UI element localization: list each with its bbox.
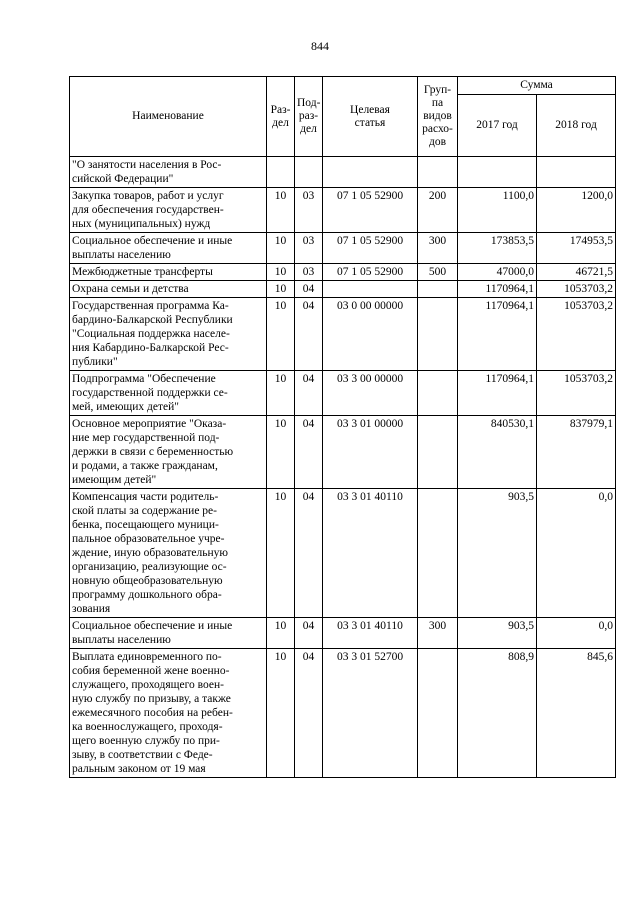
cell-2017: 1170964,1 bbox=[458, 298, 537, 371]
cell-article bbox=[323, 281, 418, 298]
cell-name: Закупка товаров, работ и услуг для обеспечения государствен- ных (муниципальных) нужд bbox=[70, 188, 267, 233]
cell-2018: 837979,1 bbox=[537, 416, 616, 489]
cell-section: 10 bbox=[267, 371, 295, 416]
header-name-label: Наименование bbox=[132, 110, 204, 122]
cell-section: 10 bbox=[267, 233, 295, 264]
cell-2018: 1053703,2 bbox=[537, 298, 616, 371]
cell-2018: 1200,0 bbox=[537, 188, 616, 233]
cell-2017: 808,9 bbox=[458, 649, 537, 778]
cell-section: 10 bbox=[267, 264, 295, 281]
cell-subsection: 04 bbox=[295, 371, 323, 416]
cell-name: Межбюджетные трансферты bbox=[70, 264, 267, 281]
cell-2017: 903,5 bbox=[458, 618, 537, 649]
cell-subsection: 04 bbox=[295, 618, 323, 649]
table-row bbox=[70, 618, 616, 649]
cell-article: 03 3 01 40110 bbox=[323, 489, 418, 618]
cell-section: 10 bbox=[267, 188, 295, 233]
table-header bbox=[70, 77, 616, 157]
cell-group bbox=[418, 489, 458, 618]
cell-article: 03 3 01 52700 bbox=[323, 649, 418, 778]
cell-group: 300 bbox=[418, 233, 458, 264]
cell-subsection: 03 bbox=[295, 233, 323, 264]
cell-name: Основное мероприятие "Оказа- ние мер государственной под- держки в связи с беременностью и родами, а также гражданам, имеющим детей" bbox=[70, 416, 267, 489]
cell-2018: 845,6 bbox=[537, 649, 616, 778]
cell-section: 10 bbox=[267, 298, 295, 371]
cell-subsection: 04 bbox=[295, 281, 323, 298]
cell-group bbox=[418, 649, 458, 778]
header-sum: Сумма bbox=[458, 77, 616, 95]
cell-section bbox=[267, 157, 295, 188]
cell-name: Выплата единовременного по- собия беременной жене военно- служащего, проходящего воен- ную службу по призыву, а также ежемесячного пособия на ребен- ка военнослужащего, проходя- щего военную службу по при- зыву, в соответствии с Феде- ральным законом от 19 мая bbox=[70, 649, 267, 778]
header-year-2018: 2018 год bbox=[537, 95, 616, 157]
table-row bbox=[70, 264, 616, 281]
cell-article: 07 1 05 52900 bbox=[323, 264, 418, 281]
cell-name: Подпрограмма "Обеспечение государственной поддержки се- мей, имеющих детей" bbox=[70, 371, 267, 416]
cell-2017 bbox=[458, 157, 537, 188]
cell-2017: 1100,0 bbox=[458, 188, 537, 233]
cell-article: 03 3 01 00000 bbox=[323, 416, 418, 489]
cell-article: 03 0 00 00000 bbox=[323, 298, 418, 371]
header-target-article: Целевая статья bbox=[323, 77, 418, 157]
cell-2017: 173853,5 bbox=[458, 233, 537, 264]
cell-2018: 1053703,2 bbox=[537, 281, 616, 298]
cell-subsection: 04 bbox=[295, 298, 323, 371]
cell-2017: 1170964,1 bbox=[458, 371, 537, 416]
cell-2018: 46721,5 bbox=[537, 264, 616, 281]
cell-2018: 174953,5 bbox=[537, 233, 616, 264]
cell-group bbox=[418, 416, 458, 489]
cell-2017: 840530,1 bbox=[458, 416, 537, 489]
header-section: Раз- дел bbox=[267, 77, 295, 157]
cell-section: 10 bbox=[267, 489, 295, 618]
cell-subsection: 04 bbox=[295, 416, 323, 489]
cell-2017: 47000,0 bbox=[458, 264, 537, 281]
table-row bbox=[70, 298, 616, 371]
cell-2018: 1053703,2 bbox=[537, 371, 616, 416]
cell-2018: 0,0 bbox=[537, 489, 616, 618]
cell-article: 03 3 01 40110 bbox=[323, 618, 418, 649]
cell-group: 300 bbox=[418, 618, 458, 649]
cell-article bbox=[323, 157, 418, 188]
cell-subsection: 03 bbox=[295, 264, 323, 281]
table-body bbox=[70, 157, 616, 778]
cell-section: 10 bbox=[267, 416, 295, 489]
cell-name: Социальное обеспечение и иные выплаты населению bbox=[70, 233, 267, 264]
table-row bbox=[70, 233, 616, 264]
page-number: 844 bbox=[311, 39, 329, 53]
cell-section: 10 bbox=[267, 281, 295, 298]
cell-name: Компенсация части родитель- ской платы за содержание ре- бенка, посещающего муници- пальное образовательное учре- ждение, иную образовательную организацию, реализующие ос- новную общеобразовательную программу дошкольного обра- зования bbox=[70, 489, 267, 618]
table-row bbox=[70, 371, 616, 416]
header-subsection: Под- раз- дел bbox=[295, 77, 323, 157]
cell-2018: 0,0 bbox=[537, 618, 616, 649]
table-row bbox=[70, 489, 616, 618]
budget-table bbox=[69, 76, 616, 778]
header-name bbox=[70, 77, 267, 157]
cell-article: 07 1 05 52900 bbox=[323, 188, 418, 233]
cell-2018 bbox=[537, 157, 616, 188]
header-year-2017: 2017 год bbox=[458, 95, 537, 157]
cell-group: 200 bbox=[418, 188, 458, 233]
table-row bbox=[70, 416, 616, 489]
table-row bbox=[70, 649, 616, 778]
cell-2017: 1170964,1 bbox=[458, 281, 537, 298]
cell-group: 500 bbox=[418, 264, 458, 281]
cell-name: "О занятости населения в Рос- сийской Федерации" bbox=[70, 157, 267, 188]
cell-section: 10 bbox=[267, 649, 295, 778]
cell-subsection: 04 bbox=[295, 489, 323, 618]
cell-group bbox=[418, 281, 458, 298]
cell-section: 10 bbox=[267, 618, 295, 649]
cell-group bbox=[418, 371, 458, 416]
cell-subsection: 03 bbox=[295, 188, 323, 233]
cell-subsection bbox=[295, 157, 323, 188]
cell-group bbox=[418, 157, 458, 188]
cell-name: Охрана семьи и детства bbox=[70, 281, 267, 298]
table-row bbox=[70, 157, 616, 188]
cell-article: 03 3 00 00000 bbox=[323, 371, 418, 416]
cell-name: Государственная программа Ка- бардино-Балкарской Республики "Социальная поддержка населе- ния Кабардино-Балкарской Рес- публики" bbox=[70, 298, 267, 371]
cell-2017: 903,5 bbox=[458, 489, 537, 618]
header-expense-group: Груп- па видов расхо- дов bbox=[418, 77, 458, 157]
cell-group bbox=[418, 298, 458, 371]
cell-subsection: 04 bbox=[295, 649, 323, 778]
table-row bbox=[70, 188, 616, 233]
cell-article: 07 1 05 52900 bbox=[323, 233, 418, 264]
cell-name: Социальное обеспечение и иные выплаты населению bbox=[70, 618, 267, 649]
table-row bbox=[70, 281, 616, 298]
